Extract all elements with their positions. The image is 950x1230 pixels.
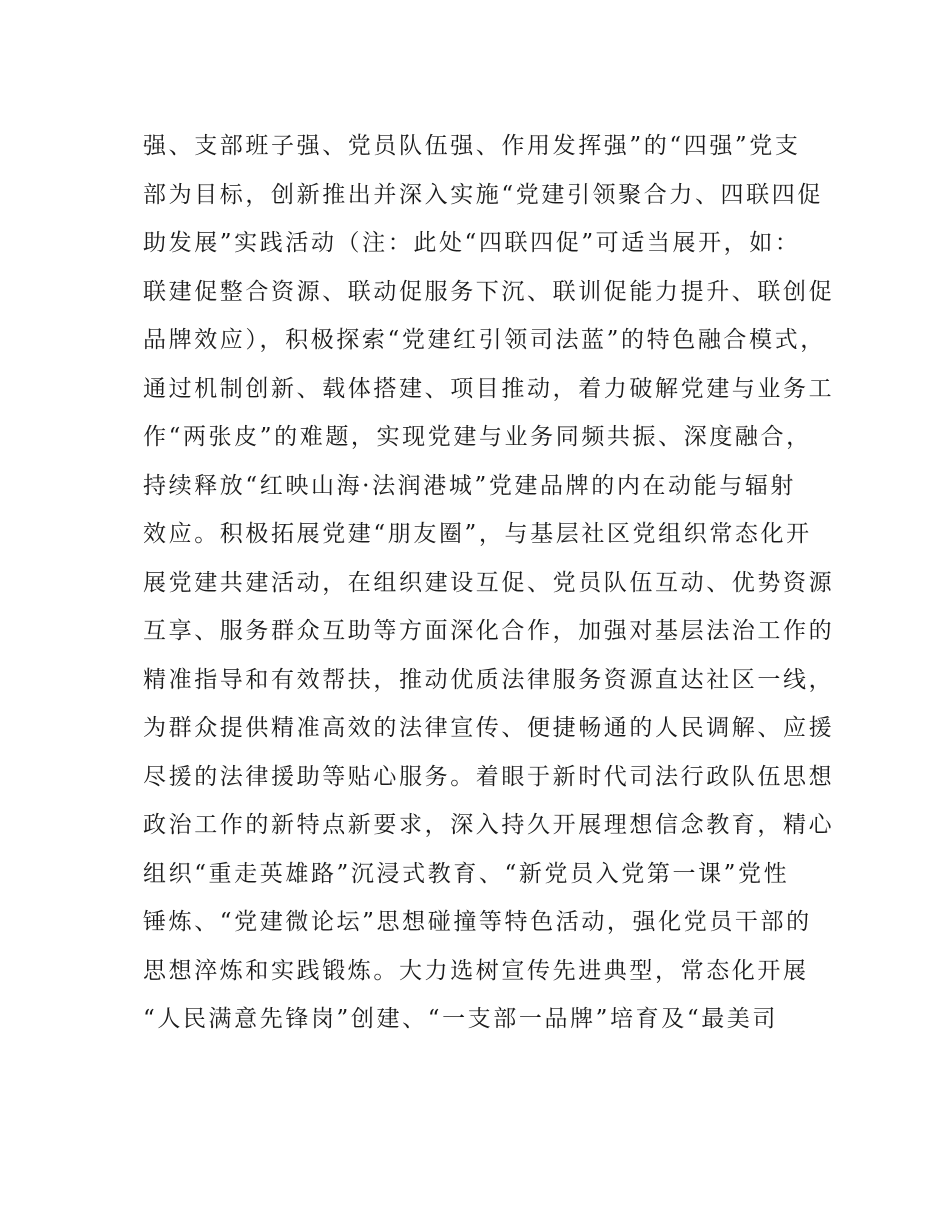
text-line: 强、支部班子强、党员队伍强、作用发挥强”的“四强”党支 [143,133,801,159]
text-line: 尽援的法律援助等贴心服务。着眼于新时代司法行政队伍思想 [143,763,835,790]
text-line: 助发展”实践活动（注：此处“四联四促”可适当展开，如： [143,230,801,256]
text-line: 互享、服务群众互助等方面深化合作，加强对基层法治工作的 [143,618,835,644]
text-line: 精准指导和有效帮扶，推动优质法律服务资源直达社区一线， [143,666,835,693]
text-line: 政治工作的新特点新要求，深入持久开展理想信念教育，精心 [143,812,835,838]
text-line: 锤炼、“党建微论坛”思想碰撞等特色活动，强化党员干部的 [143,909,812,935]
text-line: 品牌效应），积极探索“党建红引领司法蓝”的特色融合模式， [143,327,826,353]
text-line: 组织“重走英雄路”沉浸式教育、“新党员入党第一课”党性 [143,860,790,887]
text-line: 作“两张皮”的难题，实现党建与业务同频共振、深度融合， [143,424,812,450]
text-line: 效应。积极拓展党建“朋友圈”，与基层社区党组织常态化开 [143,521,812,547]
text-line: 联建促整合资源、联动促服务下沉、联训促能力提升、联创促 [143,278,835,305]
text-line: 展党建共建活动，在组织建设互促、党员队伍互动、优势资源 [143,569,835,596]
text-line: 部为目标，创新推出并深入实施“党建引领聚合力、四联四促 [143,181,823,208]
text-line: 持续释放“红映山海·法润港城”党建品牌的内在动能与辐射 [143,472,797,499]
text-line: “人民满意先锋岗”创建、“一支部一品牌”培育及“最美司 [143,1006,778,1032]
text-line: 通过机制创新、载体搭建、项目推动，着力破解党建与业务工 [143,375,835,402]
text-line: 为群众提供精准高效的法律宣传、便捷畅通的人民调解、应援 [143,715,835,741]
text-line: 思想淬炼和实践锻炼。大力选树宣传先进典型，常态化开展 [143,957,809,984]
body-paragraph [143,122,843,1044]
